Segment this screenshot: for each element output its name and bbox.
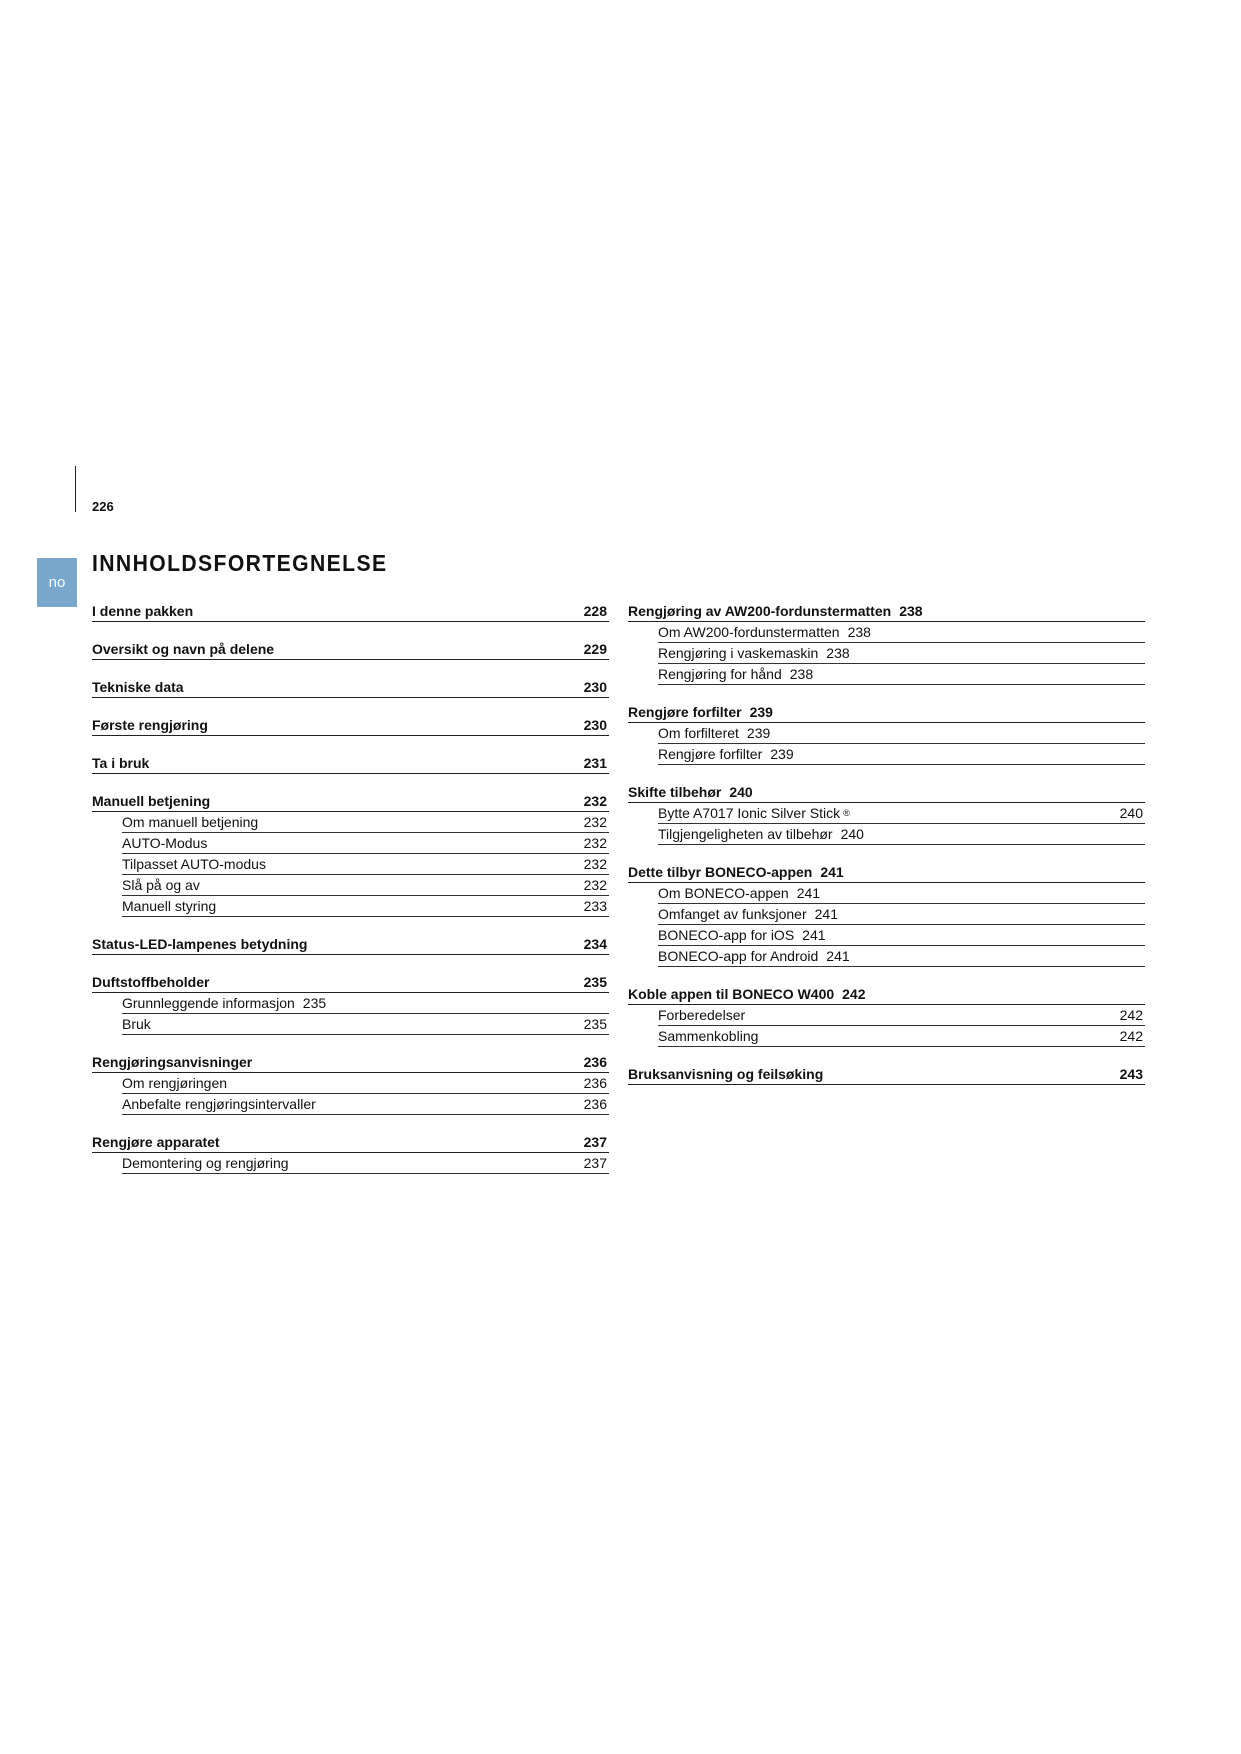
toc-entry-label: Om forfilteret (658, 725, 739, 741)
toc-entry-label: Sammenkobling (658, 1028, 759, 1044)
toc-page-number: 241 (802, 927, 826, 943)
language-tab: no (37, 558, 77, 607)
toc-section-title: Rengjøringsanvisninger (92, 1054, 253, 1070)
toc-entry-label: Om AW200-fordunstermatten (658, 624, 840, 640)
toc-entry[interactable] (658, 824, 1145, 845)
toc-page-number: 240 (729, 784, 753, 800)
toc-page-number: 232 (583, 877, 607, 893)
toc-section (628, 601, 1145, 685)
toc-entry[interactable] (658, 744, 1145, 765)
toc-section-heading[interactable] (628, 862, 1145, 883)
toc-section (92, 601, 609, 622)
toc-page-number: 232 (583, 793, 607, 809)
toc-section-title: Rengjøring av AW200-fordunstermatten (628, 603, 892, 619)
toc-section-title: Manuell betjening (92, 793, 211, 809)
toc-page-number: 239 (770, 746, 794, 762)
toc-section (628, 782, 1145, 845)
toc-entry-label: Om rengjøringen (122, 1075, 228, 1091)
toc-left-column (92, 601, 609, 1191)
toc-section-title: Rengjøre apparatet (92, 1134, 220, 1150)
toc-page-number: 240 (840, 826, 864, 842)
toc-page-number: 236 (583, 1096, 607, 1112)
page-number: 226 (92, 499, 114, 514)
toc-entry[interactable] (122, 1014, 609, 1035)
toc-section-heading[interactable] (92, 1052, 609, 1073)
toc-page-number: 239 (749, 704, 773, 720)
toc-section-heading[interactable] (92, 601, 609, 622)
toc-section-heading[interactable] (92, 753, 609, 774)
toc-page-number: 238 (847, 624, 871, 640)
toc-entry[interactable] (658, 723, 1145, 744)
toc-section (92, 934, 609, 955)
toc-section (92, 639, 609, 660)
toc-page-number: 237 (583, 1134, 607, 1150)
toc-entry-label: Tilpasset AUTO-modus (122, 856, 266, 872)
toc-page-number: 238 (826, 645, 850, 661)
page-margin-rule (75, 466, 76, 512)
toc-entry[interactable] (122, 1153, 609, 1174)
toc-page-number: 233 (583, 898, 607, 914)
toc-entry[interactable] (658, 643, 1145, 664)
toc-entry-label: Anbefalte rengjøringsintervaller (122, 1096, 316, 1112)
toc-page-number: 236 (583, 1054, 607, 1070)
toc-section-heading[interactable] (628, 702, 1145, 723)
toc-section-heading[interactable] (628, 782, 1145, 803)
toc-section (92, 1052, 609, 1115)
toc-section-title: Oversikt og navn på delene (92, 641, 275, 657)
toc-page-number: 228 (583, 603, 607, 619)
toc-entry-label: Rengjøring i vaskemaskin (658, 645, 819, 661)
toc-entry-label: Om manuell betjening (122, 814, 259, 830)
toc-entry-label: Tilgjengeligheten av tilbehør (658, 826, 833, 842)
toc-section (92, 791, 609, 917)
toc-entry-label: BONECO-app for iOS (658, 927, 795, 943)
toc-entry[interactable] (658, 925, 1145, 946)
toc-page-number: 230 (583, 717, 607, 733)
toc-section (92, 972, 609, 1035)
toc-section (628, 984, 1145, 1047)
toc-page-number: 231 (583, 755, 607, 771)
toc-entry[interactable] (658, 883, 1145, 904)
toc-section-title: Tekniske data (92, 679, 184, 695)
toc-page-number: 238 (899, 603, 923, 619)
toc-section-title: Ta i bruk (92, 755, 150, 771)
toc-section (92, 715, 609, 736)
registered-mark: ® (843, 808, 850, 818)
toc-page-number: 238 (789, 666, 814, 682)
toc-entry[interactable] (658, 622, 1145, 643)
toc-section-title: Første rengjøring (92, 717, 208, 733)
toc-entry-label: Demontering og rengjøring (122, 1155, 289, 1171)
toc-entry[interactable] (122, 875, 609, 896)
toc-section (92, 1132, 609, 1174)
toc-page-number: 234 (583, 936, 607, 952)
toc-page-number: 240 (1119, 805, 1143, 821)
toc-entry[interactable] (122, 1094, 609, 1115)
toc-section-heading[interactable] (92, 715, 609, 736)
toc-section-heading[interactable] (92, 639, 609, 660)
toc-entry[interactable] (658, 1005, 1145, 1026)
toc-section-heading[interactable] (92, 972, 609, 993)
toc-section-heading[interactable] (628, 984, 1145, 1005)
toc-page-number: 241 (820, 864, 844, 880)
toc-page-number: 239 (746, 725, 771, 741)
toc-entry[interactable] (122, 812, 609, 833)
toc-entry-label: BONECO-app for Android (658, 948, 819, 964)
toc-entry[interactable] (658, 664, 1145, 685)
toc-section-title: Dette tilbyr BONECO-appen (628, 864, 813, 880)
toc-entry-label: Forberedelser (658, 1007, 746, 1023)
toc-entry-label: Grunnleggende informasjon (122, 995, 295, 1011)
toc-section-heading[interactable] (92, 677, 609, 698)
toc-section (92, 677, 609, 698)
toc-entry-label: Omfanget av funksjoner (658, 906, 807, 922)
toc-section-title: Status-LED-lampenes betydning (92, 936, 308, 952)
toc-entry-label: Rengjøring for hånd (658, 666, 782, 682)
toc-section-heading[interactable] (628, 601, 1145, 622)
toc-entry[interactable] (122, 896, 609, 917)
toc-page-number: 232 (583, 835, 607, 851)
toc-entry-label: Bytte A7017 Ionic Silver Stick (658, 805, 841, 821)
toc-page-number: 230 (583, 679, 607, 695)
toc-section (628, 702, 1145, 765)
toc-entry-label: Om BONECO-appen (658, 885, 789, 901)
toc-section-heading[interactable] (628, 1064, 1145, 1085)
toc-entry[interactable] (122, 1073, 609, 1094)
toc-section-title: Rengjøre forfilter (628, 704, 742, 720)
toc-section (628, 862, 1145, 967)
toc-entry[interactable] (658, 904, 1145, 925)
toc-page-number: 241 (796, 885, 821, 901)
toc-page-number: 235 (583, 1016, 607, 1032)
toc-section-heading[interactable] (92, 1132, 609, 1153)
toc-entry[interactable] (658, 803, 1145, 824)
toc-section (92, 753, 609, 774)
page-title: INNHOLDSFORTEGNELSE (92, 550, 388, 576)
toc-page-number: 241 (814, 906, 838, 922)
toc-right-column (628, 601, 1145, 1102)
toc-page-number: 242 (842, 986, 866, 1002)
toc-page-number: 241 (826, 948, 850, 964)
toc-entry[interactable] (122, 993, 609, 1014)
toc-entry-label: AUTO-Modus (122, 835, 208, 851)
toc-page-number: 232 (583, 814, 607, 830)
toc-section-title: I denne pakken (92, 603, 194, 619)
toc-page-number: 242 (1119, 1007, 1143, 1023)
toc-entry[interactable] (658, 946, 1145, 967)
toc-page-number: 235 (583, 974, 607, 990)
toc-entry[interactable] (122, 854, 609, 875)
toc-section-heading[interactable] (92, 934, 609, 955)
toc-section (628, 1064, 1145, 1085)
toc-section-heading[interactable] (92, 791, 609, 812)
toc-section-title: Skifte tilbehør (628, 784, 722, 800)
toc-entry[interactable] (658, 1026, 1145, 1047)
toc-page-number: 237 (583, 1155, 607, 1171)
toc-page-number: 235 (302, 995, 327, 1011)
toc-section-title: Koble appen til BONECO W400 (628, 986, 835, 1002)
toc-section-title: Duftstoffbeholder (92, 974, 210, 990)
toc-section-title: Bruksanvisning og feilsøking (628, 1066, 824, 1082)
toc-entry-label: Manuell styring (122, 898, 217, 914)
toc-entry[interactable] (122, 833, 609, 854)
toc-page-number: 232 (583, 856, 607, 872)
toc-entry-label: Rengjøre forfilter (658, 746, 763, 762)
toc-page-number: 243 (1119, 1066, 1143, 1082)
toc-page-number: 236 (583, 1075, 607, 1091)
toc-entry-label: Bruk (122, 1016, 151, 1032)
toc-page-number: 242 (1119, 1028, 1143, 1044)
toc-page-number: 229 (583, 641, 607, 657)
toc-entry-label: Slå på og av (122, 877, 200, 893)
